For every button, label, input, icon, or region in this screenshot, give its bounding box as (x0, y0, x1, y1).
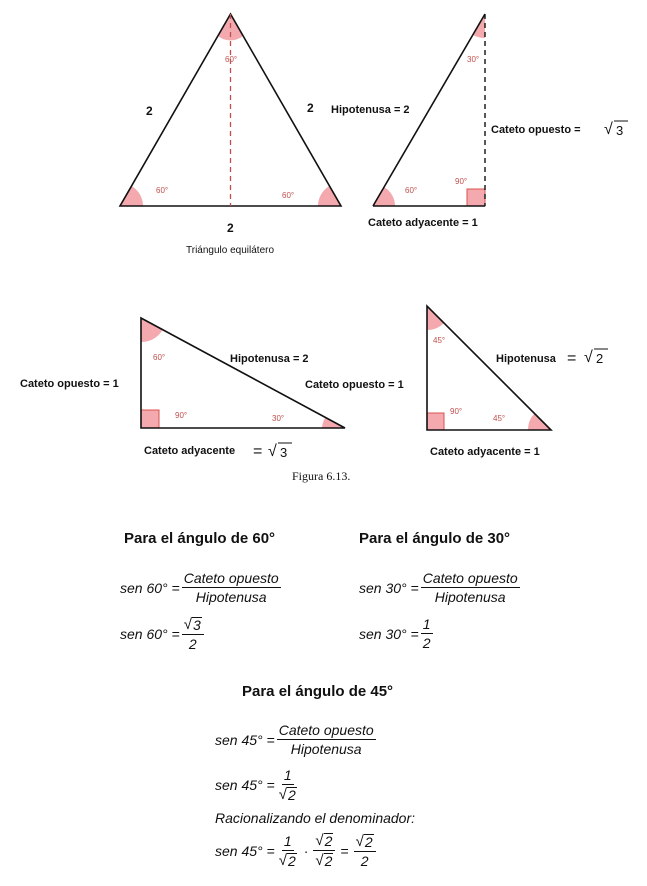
numerator: 1 (283, 832, 292, 849)
opposite-label: Cateto opuesto = (491, 124, 581, 136)
denominator: 2 (422, 635, 431, 651)
equation-lhs: sen 60° = (120, 626, 180, 642)
opposite-label: Cateto opuesto = 1 (20, 378, 119, 390)
square-root: √ 2 (355, 832, 373, 850)
equation-lhs: sen 45° = (215, 842, 275, 859)
numerator: 1 (422, 616, 431, 632)
angle-label-bottom-right: 30° (272, 414, 285, 423)
denominator: Hipotenusa (290, 741, 362, 757)
square-root: √ 2 (278, 851, 296, 869)
denominator: Hipotenusa (434, 589, 506, 605)
equation-45-definition (215, 722, 378, 757)
angle-label-corner: 90° (175, 411, 188, 420)
right-triangle-2 (20, 318, 345, 460)
equation-lhs: sen 60° = (120, 579, 180, 596)
radicand: 3 (280, 445, 288, 460)
angle-marker (120, 186, 143, 206)
angle-label-top: 30° (467, 55, 480, 64)
denominator: Hipotenusa (195, 589, 267, 605)
hypotenuse-label: Hipotenusa (496, 353, 556, 365)
adjacent-label: Cateto adyacente (144, 445, 236, 457)
fraction (277, 722, 376, 757)
numerator: 1 (283, 767, 292, 783)
angle-label-right: 90° (455, 177, 468, 186)
right-triangle-1 (331, 14, 628, 229)
adjacent-label: Cateto adyacente = 1 (368, 217, 478, 229)
side-label-right: 2 (307, 101, 314, 115)
angle-label-top: 60° (225, 55, 238, 64)
adjacent-label: Cateto adyacente = 1 (430, 446, 540, 458)
opposite-label: Cateto opuesto = 1 (305, 379, 404, 391)
radical-sign: √ (604, 121, 613, 138)
equation-lhs: sen 45° = (215, 731, 275, 748)
equation-30-value (359, 616, 435, 651)
angle-label-top: 45° (433, 336, 446, 345)
equation-lhs: sen 30° = (359, 625, 419, 642)
fraction (421, 616, 433, 651)
fraction (182, 616, 204, 652)
angle-label-bottom-right: 45° (493, 414, 506, 423)
triangle-caption: Triángulo equilátero (186, 245, 275, 256)
numerator: Cateto opuesto (278, 722, 374, 738)
angle-label-top: 60° (153, 353, 166, 362)
angle-marker (318, 186, 341, 206)
radical-sign: √ (268, 443, 277, 460)
hypotenuse-label: Hipotenusa = 2 (331, 104, 410, 116)
heading-30: Para el ángulo de 30° (359, 530, 511, 547)
angle-label-left: 60° (405, 186, 418, 195)
svg-text:=: = (253, 443, 263, 460)
multiply-dot: · (303, 842, 309, 859)
equals-sign: = (340, 842, 349, 859)
numerator: Cateto opuesto (183, 570, 279, 586)
heading-60: Para el ángulo de 60° (124, 530, 276, 547)
fraction (421, 570, 520, 605)
equation-60-value (120, 616, 206, 652)
fraction (277, 767, 299, 803)
equation-45-value (215, 767, 301, 803)
side-label-left: 2 (146, 104, 153, 118)
radicand: 3 (616, 123, 624, 138)
equation-60-definition (120, 570, 283, 605)
square-root: √ 2 (315, 852, 333, 869)
radicand: 2 (596, 351, 604, 366)
fraction (182, 570, 281, 605)
equation-45-rationalized (215, 832, 378, 869)
equation-lhs: sen 45° = (215, 777, 275, 793)
numerator: Cateto opuesto (422, 570, 518, 586)
square-root: √ 2 (278, 786, 296, 803)
angle-label-corner: 90° (450, 407, 463, 416)
square-root: √ 2 (315, 832, 333, 849)
equation-30-definition (359, 570, 522, 605)
angle-label-right: 60° (282, 191, 295, 200)
svg-text:=: = (567, 350, 577, 367)
equilateral-triangle (120, 14, 341, 256)
side-label-base: 2 (227, 221, 234, 235)
heading-45: Para el ángulo de 45° (242, 683, 394, 700)
fraction (354, 833, 376, 869)
denominator: 2 (360, 852, 369, 869)
denominator: 2 (188, 636, 197, 652)
right-triangle-3 (305, 306, 608, 458)
fraction (277, 833, 299, 869)
rationalize-note: Racionalizando el denominador: (215, 810, 416, 826)
hypotenuse-label: Hipotenusa = 2 (230, 353, 309, 365)
equation-lhs: sen 30° = (359, 579, 419, 596)
angle-label-left: 60° (156, 186, 169, 195)
figure-caption: Figura 6.13. (292, 469, 351, 483)
fraction (313, 832, 335, 869)
square-root: √ 3 (183, 616, 201, 633)
radical-sign: √ (584, 349, 593, 366)
